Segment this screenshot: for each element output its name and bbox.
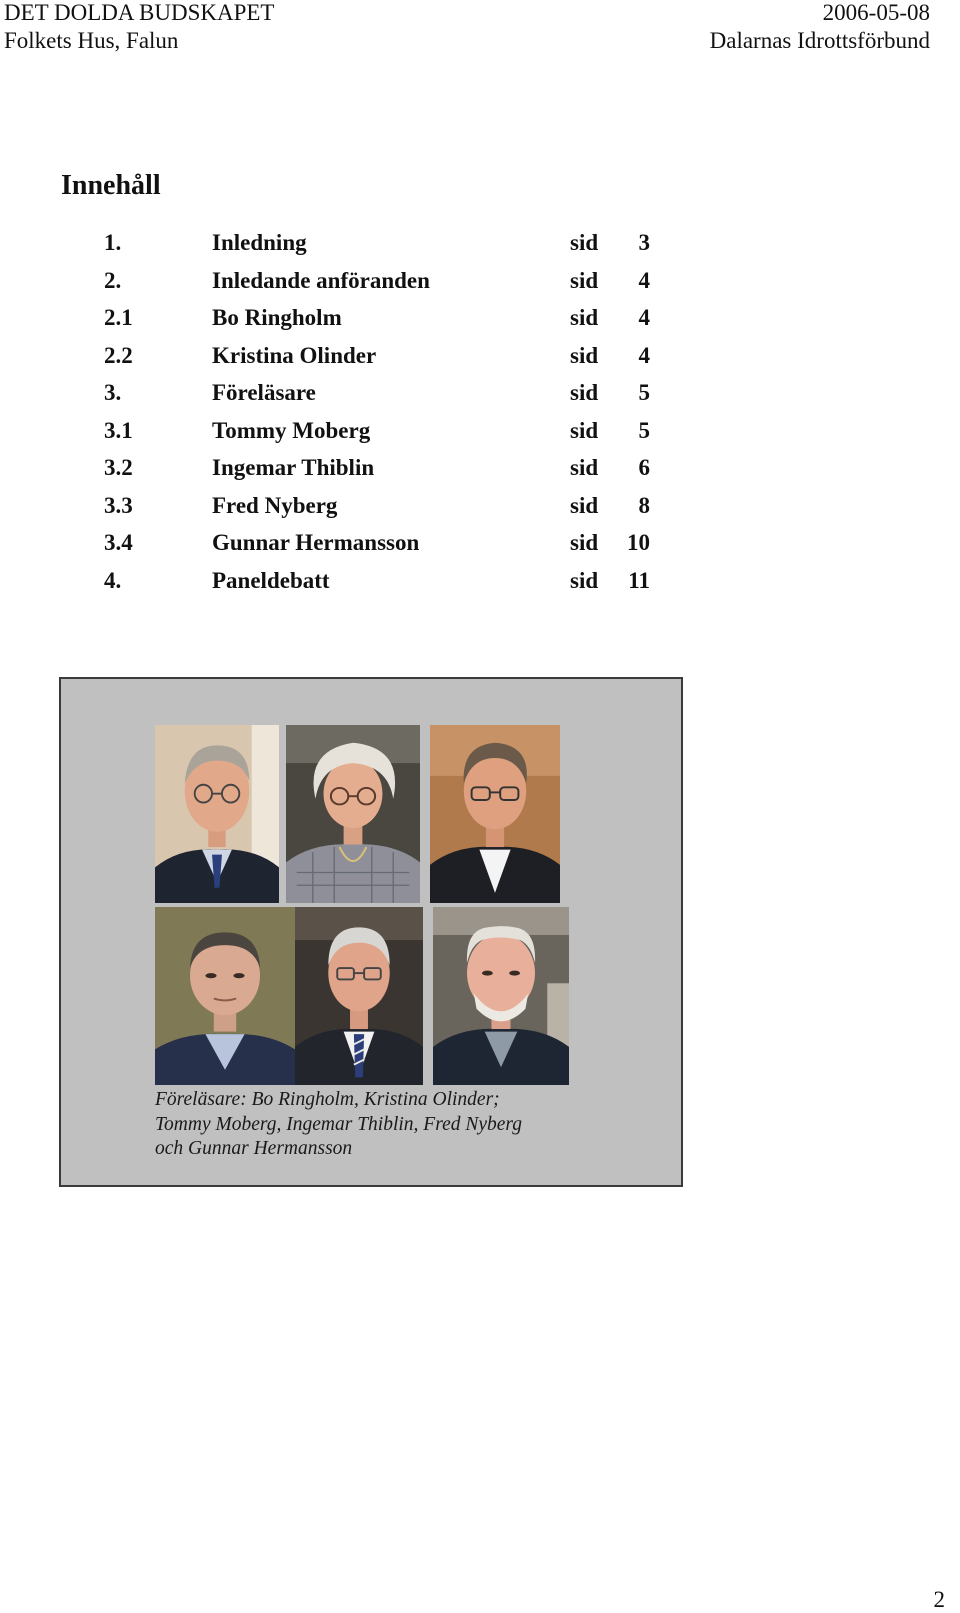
toc-entry-page: 4 xyxy=(638,267,650,293)
document-title: DET DOLDA BUDSKAPET xyxy=(4,0,275,25)
portrait-photo xyxy=(430,725,560,903)
toc-entry xyxy=(104,305,654,343)
toc-entry-label: Föreläsare xyxy=(212,380,316,405)
figure-caption xyxy=(155,1088,675,1162)
portrait-photo xyxy=(155,907,295,1085)
toc-entry-sid: sid xyxy=(570,492,599,518)
toc-entry xyxy=(104,418,654,456)
toc-entry-page: 6 xyxy=(638,455,650,480)
toc-entry-sid: sid xyxy=(570,567,599,593)
toc-entry-number: 3.2 xyxy=(104,455,133,480)
toc-entry-page: 4 xyxy=(638,305,650,330)
toc-entry-label: Bo Ringholm xyxy=(212,305,342,330)
toc-entry-number: 4. xyxy=(104,567,122,593)
toc-entry xyxy=(104,343,654,381)
toc-title: Innehåll xyxy=(61,170,161,201)
toc-entry xyxy=(104,230,654,268)
toc-entry-sid: sid xyxy=(570,230,599,255)
toc-entry-page: 3 xyxy=(638,230,650,255)
toc-entry xyxy=(104,568,654,606)
toc-entry-number: 3.1 xyxy=(104,417,133,443)
toc-entry-label: Paneldebatt xyxy=(212,567,330,593)
venue: Folkets Hus, Falun xyxy=(4,28,179,53)
portrait-photo xyxy=(295,907,423,1085)
toc-entry-sid: sid xyxy=(570,267,599,293)
toc-entry-sid: sid xyxy=(570,305,599,330)
toc-entry-sid: sid xyxy=(570,342,599,368)
toc-entry-number: 3. xyxy=(104,380,122,405)
page-number: 2 xyxy=(933,1587,945,1612)
toc-entry-label: Tommy Moberg xyxy=(212,417,371,443)
toc-entry-label: Fred Nyberg xyxy=(212,492,338,518)
toc-entry-label: Kristina Olinder xyxy=(212,342,377,368)
caption-line: och Gunnar Hermansson xyxy=(155,1138,353,1159)
caption-line: Föreläsare: Bo Ringholm, Kristina Olinder; xyxy=(155,1089,500,1110)
toc-entry-number: 3.4 xyxy=(104,530,133,555)
toc-entry-label: Gunnar Hermansson xyxy=(212,530,420,555)
toc-entry-number: 2.2 xyxy=(104,342,133,368)
toc-entry-page: 4 xyxy=(638,342,650,368)
toc-entry-number: 3.3 xyxy=(104,492,133,518)
toc-list xyxy=(104,230,654,605)
toc-entry-sid: sid xyxy=(570,417,599,443)
toc-entry-label: Inledning xyxy=(212,230,307,255)
toc-entry-sid: sid xyxy=(570,455,599,480)
toc-entry xyxy=(104,380,654,418)
toc-entry xyxy=(104,530,654,568)
date: 2006-05-08 xyxy=(822,0,930,25)
toc-entry-page: 11 xyxy=(628,567,650,593)
toc-entry xyxy=(104,268,654,306)
toc-entry xyxy=(104,455,654,493)
portrait-photo xyxy=(286,725,420,903)
toc-entry-sid: sid xyxy=(570,530,599,555)
toc-entry-label: Inledande anföranden xyxy=(212,267,430,293)
organizer: Dalarnas Idrottsförbund xyxy=(709,28,930,53)
toc-entry-page: 8 xyxy=(638,492,650,518)
speakers-figure xyxy=(59,677,683,1187)
toc-entry-page: 5 xyxy=(638,380,650,405)
toc-entry-label: Ingemar Thiblin xyxy=(212,455,375,480)
toc-entry-number: 2.1 xyxy=(104,305,133,330)
toc-entry-page: 10 xyxy=(627,530,650,555)
portrait-photo xyxy=(433,907,569,1085)
toc-entry-number: 2. xyxy=(104,267,122,293)
toc-entry xyxy=(104,493,654,531)
toc-entry-page: 5 xyxy=(638,417,650,443)
caption-line: Tommy Moberg, Ingemar Thiblin, Fred Nyberg xyxy=(155,1113,523,1135)
toc-entry-number: 1. xyxy=(104,230,122,255)
portrait-photo xyxy=(155,725,279,903)
toc-entry-sid: sid xyxy=(570,380,599,405)
